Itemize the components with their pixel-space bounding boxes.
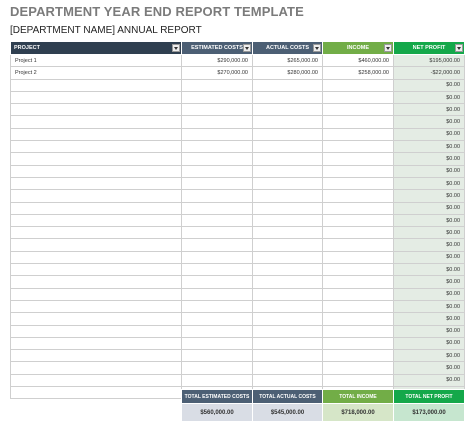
- cell-actual-costs[interactable]: [253, 362, 323, 374]
- cell-net-profit[interactable]: $0.00: [394, 214, 465, 226]
- cell-net-profit[interactable]: $0.00: [394, 128, 465, 140]
- cell-net-profit[interactable]: $0.00: [394, 288, 465, 300]
- cell-income[interactable]: [323, 190, 394, 202]
- table-row: [11, 362, 465, 374]
- column-header-actual-costs[interactable]: [253, 42, 323, 55]
- table-row: [11, 91, 465, 103]
- cell-actual-costs[interactable]: [253, 91, 323, 103]
- cell-net-profit[interactable]: $0.00: [394, 202, 465, 214]
- cell-actual-costs[interactable]: [253, 264, 323, 276]
- cell-actual-costs[interactable]: [253, 79, 323, 91]
- cell-net-profit[interactable]: $0.00: [394, 325, 465, 337]
- cell-income[interactable]: [323, 116, 394, 128]
- cell-net-profit[interactable]: $0.00: [394, 116, 465, 128]
- cell-project[interactable]: [11, 227, 182, 239]
- table-row: [11, 227, 465, 239]
- cell-project[interactable]: [11, 374, 182, 386]
- cell-project[interactable]: Project 2: [11, 67, 182, 79]
- cell-estimated-costs[interactable]: [182, 128, 253, 140]
- cell-actual-costs[interactable]: [253, 276, 323, 288]
- table-row: [11, 325, 465, 337]
- cell-actual-costs[interactable]: [253, 116, 323, 128]
- cell-income[interactable]: [323, 227, 394, 239]
- cell-estimated-costs[interactable]: [182, 276, 253, 288]
- total-actual-costs-value[interactable]: $545,000.00: [253, 404, 323, 422]
- table-row: [11, 251, 465, 263]
- cell-project[interactable]: [11, 104, 182, 116]
- cell-income[interactable]: [323, 239, 394, 251]
- table-row: [11, 190, 465, 202]
- cell-income[interactable]: [323, 276, 394, 288]
- table-row: [11, 153, 465, 165]
- cell-actual-costs[interactable]: [253, 325, 323, 337]
- cell-income[interactable]: [323, 251, 394, 263]
- cell-estimated-costs[interactable]: [182, 239, 253, 251]
- table-row: [11, 264, 465, 276]
- cell-net-profit[interactable]: $0.00: [394, 153, 465, 165]
- cell-estimated-costs[interactable]: $290,000.00: [182, 55, 253, 67]
- total-net-profit-label: TOTAL NET PROFIT: [394, 390, 465, 404]
- table-row: [11, 202, 465, 214]
- cell-project[interactable]: [11, 141, 182, 153]
- cell-project[interactable]: [11, 264, 182, 276]
- cell-estimated-costs[interactable]: [182, 350, 253, 362]
- dropdown-arrow-icon[interactable]: [455, 44, 463, 52]
- column-header-label: PROJECT: [14, 45, 40, 51]
- cell-net-profit[interactable]: $0.00: [394, 337, 465, 349]
- cell-net-profit[interactable]: $195,000.00: [394, 55, 465, 67]
- cell-net-profit[interactable]: -$22,000.00: [394, 67, 465, 79]
- cell-net-profit[interactable]: $0.00: [394, 165, 465, 177]
- totals-label-row: [182, 390, 465, 404]
- header-row: [11, 42, 465, 55]
- cell-estimated-costs[interactable]: [182, 313, 253, 325]
- cell-actual-costs[interactable]: [253, 251, 323, 263]
- table-row: [11, 300, 465, 312]
- table-row: [11, 288, 465, 300]
- cell-project[interactable]: [11, 300, 182, 312]
- cell-estimated-costs[interactable]: [182, 190, 253, 202]
- cell-estimated-costs[interactable]: [182, 374, 253, 386]
- cell-project[interactable]: [11, 362, 182, 374]
- table-row: [11, 79, 465, 91]
- table-body: [11, 55, 465, 399]
- report-subtitle: [DEPARTMENT NAME] ANNUAL REPORT: [10, 25, 202, 36]
- cell-actual-costs[interactable]: [253, 153, 323, 165]
- cell-income[interactable]: [323, 153, 394, 165]
- cell-project[interactable]: [11, 202, 182, 214]
- column-header-project[interactable]: [11, 42, 182, 55]
- table-row: [11, 374, 465, 386]
- cell-income[interactable]: [323, 300, 394, 312]
- cell-income[interactable]: [323, 214, 394, 226]
- cell-estimated-costs[interactable]: [182, 288, 253, 300]
- column-header-label: NET PROFIT: [412, 45, 446, 51]
- cell-estimated-costs[interactable]: [182, 177, 253, 189]
- cell-actual-costs[interactable]: [253, 239, 323, 251]
- table-row: [11, 55, 465, 67]
- cell-income[interactable]: [323, 141, 394, 153]
- report-table: [10, 41, 465, 399]
- table-row: [11, 214, 465, 226]
- cell-actual-costs[interactable]: [253, 313, 323, 325]
- cell-net-profit[interactable]: $0.00: [394, 276, 465, 288]
- table-row: [11, 141, 465, 153]
- cell-project[interactable]: [11, 153, 182, 165]
- cell-actual-costs[interactable]: [253, 374, 323, 386]
- cell-project[interactable]: [11, 337, 182, 349]
- cell-project[interactable]: [11, 214, 182, 226]
- cell-income[interactable]: [323, 325, 394, 337]
- cell-net-profit[interactable]: $0.00: [394, 264, 465, 276]
- cell-estimated-costs[interactable]: [182, 264, 253, 276]
- cell-project[interactable]: [11, 165, 182, 177]
- table-row: [11, 239, 465, 251]
- table-row: [11, 276, 465, 288]
- cell-net-profit[interactable]: $0.00: [394, 374, 465, 386]
- cell-estimated-costs[interactable]: [182, 337, 253, 349]
- cell-income[interactable]: [323, 264, 394, 276]
- total-net-profit-value[interactable]: $173,000.00: [394, 404, 465, 422]
- dropdown-arrow-icon[interactable]: [384, 44, 392, 52]
- cell-income[interactable]: [323, 128, 394, 140]
- cell-income[interactable]: [323, 91, 394, 103]
- cell-estimated-costs[interactable]: $270,000.00: [182, 67, 253, 79]
- cell-income[interactable]: [323, 362, 394, 374]
- cell-estimated-costs[interactable]: [182, 202, 253, 214]
- cell-net-profit[interactable]: $0.00: [394, 313, 465, 325]
- cell-net-profit[interactable]: $0.00: [394, 91, 465, 103]
- cell-actual-costs[interactable]: [253, 190, 323, 202]
- cell-net-profit[interactable]: $0.00: [394, 79, 465, 91]
- cell-project[interactable]: [11, 350, 182, 362]
- dropdown-arrow-icon[interactable]: [243, 44, 251, 52]
- cell-estimated-costs[interactable]: [182, 165, 253, 177]
- cell-estimated-costs[interactable]: [182, 251, 253, 263]
- total-income-value[interactable]: $718,000.00: [323, 404, 394, 422]
- cell-project[interactable]: [11, 79, 182, 91]
- table-row: [11, 165, 465, 177]
- cell-net-profit[interactable]: $0.00: [394, 251, 465, 263]
- total-income-label: TOTAL INCOME: [323, 390, 394, 404]
- cell-estimated-costs[interactable]: [182, 153, 253, 165]
- cell-actual-costs[interactable]: [253, 214, 323, 226]
- cell-actual-costs[interactable]: [253, 128, 323, 140]
- cell-estimated-costs[interactable]: [182, 214, 253, 226]
- table-row: [11, 313, 465, 325]
- table-row: [11, 177, 465, 189]
- cell-estimated-costs[interactable]: [182, 300, 253, 312]
- cell-estimated-costs[interactable]: [182, 227, 253, 239]
- table-row: [11, 67, 465, 79]
- cell-project[interactable]: [11, 325, 182, 337]
- cell-income[interactable]: $258,000.00: [323, 67, 394, 79]
- cell-income[interactable]: [323, 288, 394, 300]
- cell-actual-costs[interactable]: [253, 202, 323, 214]
- cell-net-profit[interactable]: $0.00: [394, 190, 465, 202]
- dropdown-arrow-icon[interactable]: [172, 44, 180, 52]
- cell-actual-costs[interactable]: [253, 177, 323, 189]
- cell-project[interactable]: [11, 288, 182, 300]
- cell-project[interactable]: [11, 177, 182, 189]
- cell-net-profit[interactable]: $0.00: [394, 300, 465, 312]
- cell-project[interactable]: [11, 313, 182, 325]
- cell-project[interactable]: [11, 251, 182, 263]
- cell-income[interactable]: $460,000.00: [323, 55, 394, 67]
- cell-net-profit[interactable]: $0.00: [394, 227, 465, 239]
- cell-income[interactable]: [323, 202, 394, 214]
- cell-actual-costs[interactable]: [253, 288, 323, 300]
- cell-income[interactable]: [323, 374, 394, 386]
- column-header-estimated-costs[interactable]: [182, 42, 253, 55]
- cell-project[interactable]: [11, 276, 182, 288]
- cell-actual-costs[interactable]: [253, 350, 323, 362]
- column-header-label: ESTIMATED COSTS: [191, 45, 243, 51]
- table-row: [11, 104, 465, 116]
- cell-income[interactable]: [323, 104, 394, 116]
- cell-income[interactable]: [323, 313, 394, 325]
- column-header-income[interactable]: [323, 42, 394, 55]
- cell-net-profit[interactable]: $0.00: [394, 141, 465, 153]
- cell-net-profit[interactable]: $0.00: [394, 362, 465, 374]
- totals-table: [181, 389, 465, 422]
- cell-estimated-costs[interactable]: [182, 104, 253, 116]
- report-title: DEPARTMENT YEAR END REPORT TEMPLATE: [10, 4, 304, 19]
- cell-income[interactable]: [323, 165, 394, 177]
- column-header-net-profit[interactable]: [394, 42, 465, 55]
- column-header-label: ACTUAL COSTS: [266, 45, 309, 51]
- cell-actual-costs[interactable]: [253, 227, 323, 239]
- cell-income[interactable]: [323, 79, 394, 91]
- cell-net-profit[interactable]: $0.00: [394, 239, 465, 251]
- table-row: [11, 337, 465, 349]
- cell-income[interactable]: [323, 177, 394, 189]
- cell-income[interactable]: [323, 337, 394, 349]
- table-row: [11, 350, 465, 362]
- cell-net-profit[interactable]: $0.00: [394, 350, 465, 362]
- cell-actual-costs[interactable]: [253, 300, 323, 312]
- table-row: [11, 116, 465, 128]
- cell-actual-costs[interactable]: [253, 165, 323, 177]
- dropdown-arrow-icon[interactable]: [313, 44, 321, 52]
- cell-estimated-costs[interactable]: [182, 116, 253, 128]
- cell-estimated-costs[interactable]: [182, 325, 253, 337]
- cell-estimated-costs[interactable]: [182, 362, 253, 374]
- total-estimated-costs-value[interactable]: $560,000.00: [182, 404, 253, 422]
- cell-actual-costs[interactable]: [253, 104, 323, 116]
- cell-actual-costs[interactable]: [253, 141, 323, 153]
- cell-actual-costs[interactable]: $280,000.00: [253, 67, 323, 79]
- total-estimated-costs-label: TOTAL ESTIMATED COSTS: [182, 390, 253, 404]
- column-header-label: INCOME: [347, 45, 369, 51]
- cell-estimated-costs[interactable]: [182, 141, 253, 153]
- cell-actual-costs[interactable]: $265,000.00: [253, 55, 323, 67]
- cell-project[interactable]: [11, 387, 182, 399]
- cell-project[interactable]: [11, 128, 182, 140]
- total-actual-costs-label: TOTAL ACTUAL COSTS: [253, 390, 323, 404]
- totals-value-row: [182, 404, 465, 422]
- cell-net-profit[interactable]: $0.00: [394, 104, 465, 116]
- cell-net-profit[interactable]: $0.00: [394, 177, 465, 189]
- cell-actual-costs[interactable]: [253, 337, 323, 349]
- cell-project[interactable]: [11, 190, 182, 202]
- cell-project[interactable]: Project 1: [11, 55, 182, 67]
- cell-project[interactable]: [11, 239, 182, 251]
- cell-estimated-costs[interactable]: [182, 91, 253, 103]
- cell-project[interactable]: [11, 91, 182, 103]
- cell-income[interactable]: [323, 350, 394, 362]
- table-row: [11, 128, 465, 140]
- cell-estimated-costs[interactable]: [182, 79, 253, 91]
- cell-project[interactable]: [11, 116, 182, 128]
